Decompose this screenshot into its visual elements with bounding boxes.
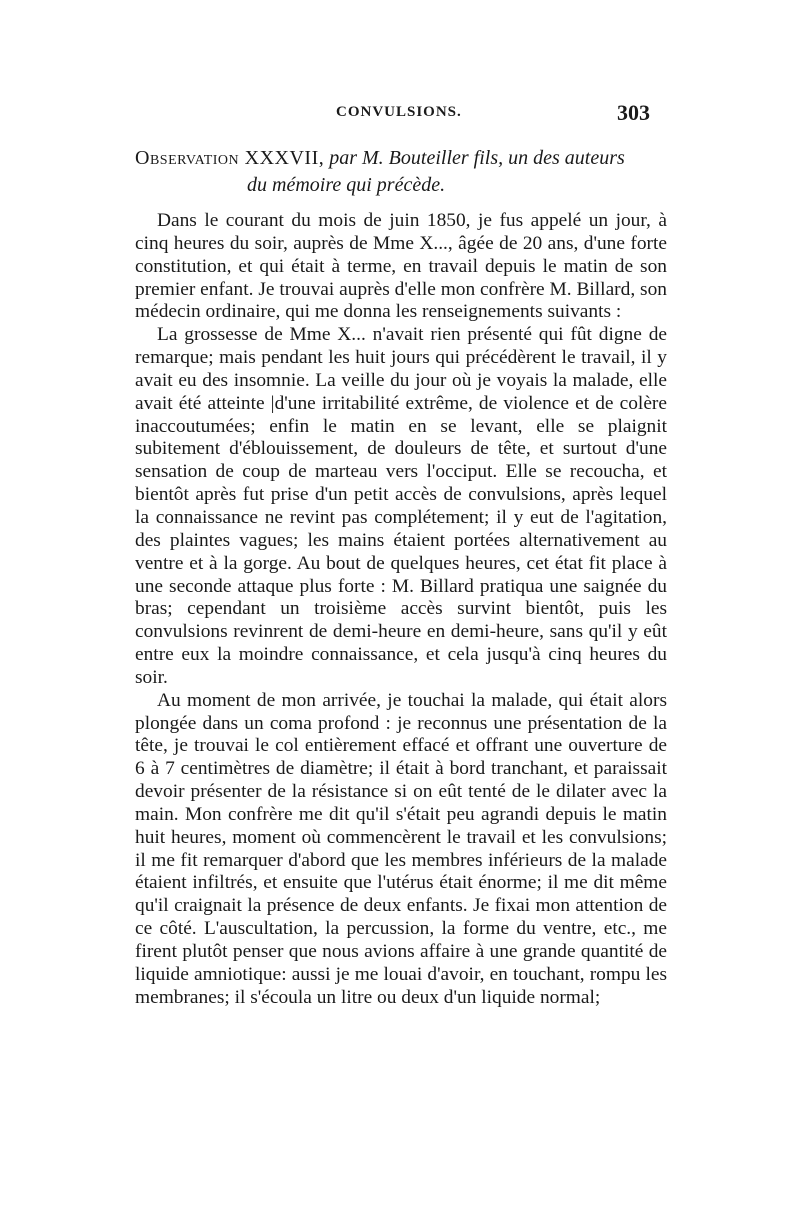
observation-author-line1: par M. Bouteiller fils, un des auteurs (329, 147, 625, 169)
paragraph: Au moment de mon arrivée, je touchai la malade, qui était alors plongée dans un coma profond : je reconnus une présentation de la tête, je trouvai le col entièrement effacé et offrant une ouverture de 6 à 7 centimètres de diamètre; il était à bord tranchant, et paraissait devoir présenter de la résistance si on eût tenté de le dilater avec la main. Mon confrère me dit qu'il s'était peu agrandi depuis le matin huit heures, moment où commencèrent le travail et les convulsions; il me fit remarquer d'abord que les membres inférieurs de la malade étaient infiltrés, et ensuite que l'utérus était énorme; il me dit même qu'il craignait la présence de deux enfants. Je fixai mon attention de ce côté. L'auscultation, la percussion, la forme du ventre, etc., me firent plutôt penser que nous avions affaire à une grande quantité de liquide amniotique: aussi je me louai d'avoir, en touchant, rompu les membranes; il s'écoula un litre ou deux d'un liquide normal; (135, 689, 667, 1008)
paragraph: Dans le courant du mois de juin 1850, je fus appelé un jour, à cinq heures du soir, auprès de Mme X..., âgée de 20 ans, d'une forte constitution, et qui était à terme, en travail depuis le matin de son premier enfant. Je trouvai auprès d'elle mon confrère M. Billard, son médecin ordinaire, qui me donna les renseignements suivants : (135, 210, 667, 323)
body-text (135, 210, 667, 1010)
observation-label: Observation XXXVII, (135, 147, 325, 169)
observation-author-line2: du mémoire qui précède. (247, 174, 446, 196)
running-head-title: CONVULSIONS. (336, 104, 462, 120)
observation-heading (135, 145, 675, 199)
paragraph: La grossesse de Mme X... n'avait rien présenté qui fût digne de remarque; mais pendant les huit jours qui précédèrent le travail, il y avait eu des insomnie. La veille du jour où je voyais la malade, elle avait été atteinte |d'une irritabilité extrême, de violence et de colère inaccoutumées; enfin le matin en se levant, elle se plaignit subitement d'éblouissement, de douleurs de tête, et surtout d'une sensation de coup de marteau vers l'occiput. Elle se recoucha, et bientôt après fut prise d'un petit accès de convulsions, après lequel la connaissance ne revint pas complétement; il y eut de l'agitation, des plaintes vagues; les mains étaient portées alternativement au ventre et à la gorge. Au bout de quelques heures, cet état fit place à une seconde attaque plus forte : M. Billard pratiqua une saignée du bras; cependant un troisième accès survint bientôt, puis les convulsions revinrent de demi-heure en demi-heure, sans qu'il y eût entre eux la moindre connaissance, et cela jusqu'à cinq heures du soir. (135, 324, 667, 688)
running-head (0, 100, 800, 130)
page-number: 303 (617, 100, 650, 125)
